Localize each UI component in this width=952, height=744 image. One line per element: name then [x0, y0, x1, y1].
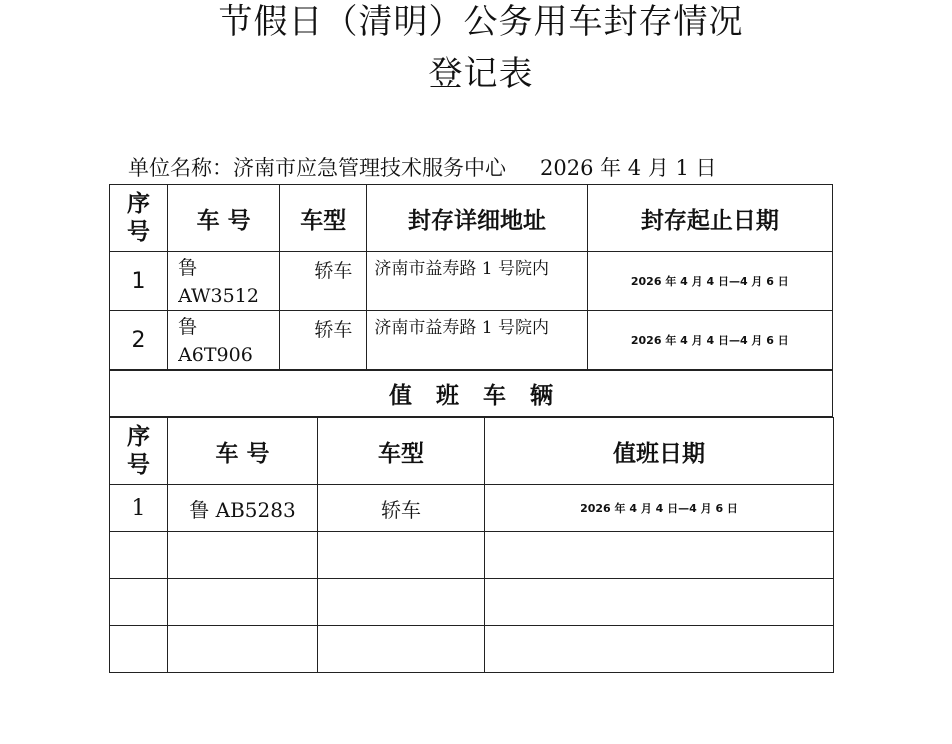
header-seq: [110, 185, 168, 252]
plate-province: 鲁: [178, 316, 198, 338]
header-seq-line2: 号: [127, 219, 151, 245]
table-row: [110, 626, 834, 673]
row-seq: 1: [110, 485, 168, 532]
unit-line: [128, 154, 717, 182]
row-type: [318, 579, 485, 626]
plate-number: AW3512: [178, 285, 259, 307]
row-type: [318, 532, 485, 579]
table-row: [110, 485, 834, 532]
header-plate: 车 号: [168, 418, 318, 485]
header-address: 封存详细地址: [367, 185, 587, 252]
document-title: 节假日（清明）公务用车封存情况: [218, 2, 744, 42]
sealed-vehicles-table: [109, 184, 833, 370]
plate-number: A6T906: [178, 344, 253, 366]
table-row: [110, 252, 833, 311]
plate-province: 鲁: [178, 257, 198, 279]
row-plate: [168, 626, 318, 673]
row-address: 济南市益寿路 1 号院内: [367, 311, 587, 370]
duty-section-table: [109, 370, 833, 417]
row-plate: 鲁 AB5283: [168, 485, 318, 532]
table-row: [110, 532, 834, 579]
header-type: 车型: [280, 185, 367, 252]
header-seq-line2: 号: [127, 452, 150, 478]
row-seq: [110, 579, 168, 626]
duty-section-title: 值班车辆: [110, 371, 833, 417]
row-type: 轿车: [280, 252, 367, 311]
unit-name: 单位名称：济南市应急管理技术服务中心: [128, 156, 506, 180]
header-seq-line1: 序: [127, 191, 151, 217]
header-type: 车型: [318, 418, 485, 485]
row-type: 轿车: [318, 485, 485, 532]
duty-header-row: [110, 418, 834, 485]
table-row: [110, 311, 833, 370]
duty-vehicles-table: [109, 417, 834, 673]
row-seq: 2: [110, 311, 168, 370]
header-seq-line1: 序: [127, 424, 150, 450]
document-subtitle: 登记表: [428, 54, 534, 94]
row-duty-date: [485, 532, 834, 579]
row-duty-date: [485, 579, 834, 626]
row-plate: [168, 252, 280, 311]
header-period: 封存起止日期: [587, 185, 832, 252]
row-seq: 1: [110, 252, 168, 311]
row-duty-date: [485, 626, 834, 673]
row-type: [318, 626, 485, 673]
header-plate: 车 号: [168, 185, 280, 252]
header-seq: [110, 418, 168, 485]
row-period: 2026 年 4 月 4 日—4 月 6 日: [587, 311, 832, 370]
row-seq: [110, 532, 168, 579]
row-plate: [168, 311, 280, 370]
row-plate: [168, 532, 318, 579]
fill-date: 2026 年 4 月 1 日: [540, 156, 717, 180]
header-duty-date: 值班日期: [485, 418, 834, 485]
sealed-header-row: [110, 185, 833, 252]
table-row: [110, 579, 834, 626]
row-type: 轿车: [280, 311, 367, 370]
row-plate: [168, 579, 318, 626]
row-seq: [110, 626, 168, 673]
row-address: 济南市益寿路 1 号院内: [367, 252, 587, 311]
row-duty-date: 2026 年 4 月 4 日—4 月 6 日: [485, 485, 834, 532]
row-period: 2026 年 4 月 4 日—4 月 6 日: [587, 252, 832, 311]
